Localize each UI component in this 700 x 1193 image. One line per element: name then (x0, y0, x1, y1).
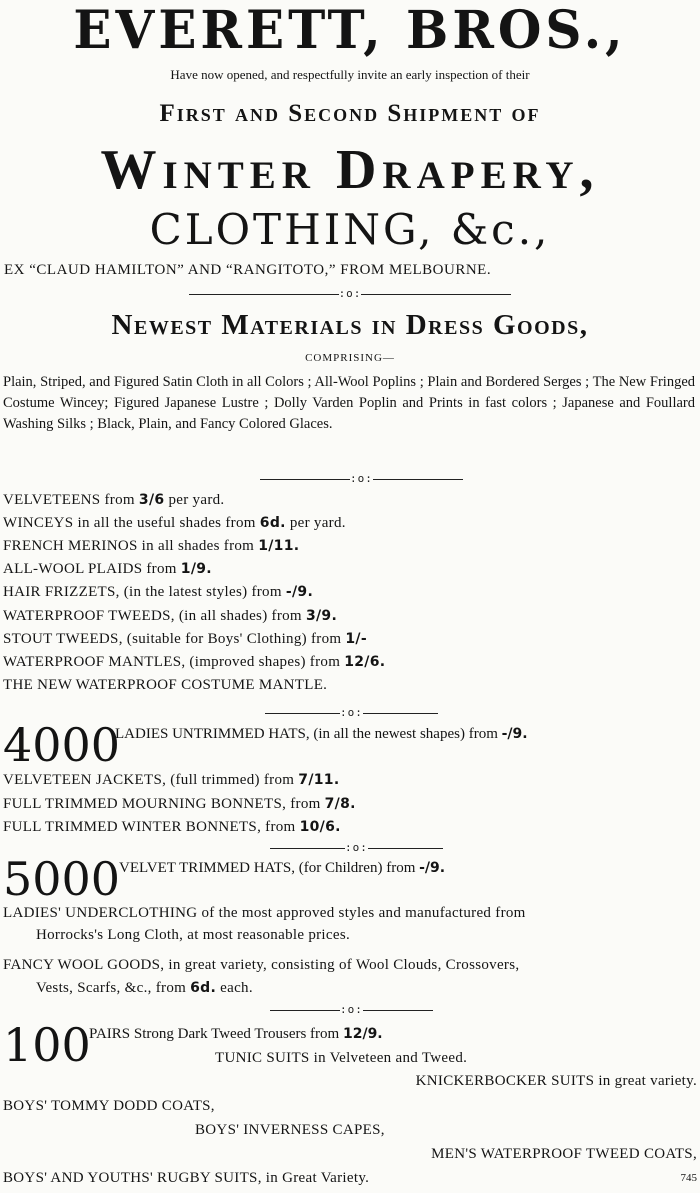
velvet-count: 5000 (3, 852, 121, 906)
tommy-dodd-coats: BOYS' TOMMY DODD COATS, (3, 1098, 215, 1114)
rugby-suits: BOYS' AND YOUTHS' RUGBY SUITS, in Great Variety. (3, 1170, 370, 1186)
ad-title: EVERETT, BROS., (73, 0, 627, 61)
price: 10/6. (299, 819, 341, 835)
trousers-text: PAIRS Strong Dark Tweed Trousers from 12/9. (89, 1026, 383, 1042)
inverness-capes: BOYS' INVERNESS CAPES, (195, 1122, 385, 1138)
price-list-2-item: VELVETEEN JACKETS, (full trimmed) from 7/11. (3, 772, 340, 788)
price-list-2-item: FULL TRIMMED WINTER BONNETS, from 10/6. (3, 819, 341, 835)
mens-waterproof-coats: MEN'S WATERPROOF TWEED COATS, (431, 1146, 697, 1162)
velvet-row (3, 852, 697, 906)
price-list-1-item: HAIR FRIZZETS, (in the latest styles) from -/9. (3, 584, 314, 601)
divider-5: :o: (270, 1003, 433, 1016)
fancy-line-2: Vests, Scarfs, &c., from 6d. each. (36, 980, 253, 996)
fancy-line-1: FANCY WOOL GOODS, in great variety, consisting of Wool Clouds, Crossovers, (3, 957, 520, 973)
dress-goods-heading: Newest Materials in Dress Goods, (111, 309, 589, 341)
price-list-1-item: THE NEW WATERPROOF COSTUME MANTLE. (3, 676, 328, 693)
trousers-count: 100 (3, 1018, 91, 1072)
knickerbocker-suits: KNICKERBOCKER SUITS in great variety. (415, 1073, 697, 1089)
divider-2: :o: (260, 472, 463, 485)
underclothing-line-2: Horrocks's Long Cloth, at most reasonable prices. (36, 927, 351, 943)
price: 7/11. (298, 772, 340, 788)
price-list-1-item: FRENCH MERINOS in all shades from 1/11. (3, 538, 300, 555)
divider-4: :o: (270, 841, 443, 854)
hats-count: 4000 (3, 718, 121, 772)
price: 1/- (345, 630, 367, 647)
price: 12/6. (344, 653, 386, 670)
page-number: 745 (680, 1172, 697, 1184)
hats-row (3, 718, 697, 772)
price: 6d. (259, 515, 286, 532)
tunic-suits: TUNIC SUITS in Velveteen and Tweed. (215, 1050, 468, 1066)
price-list-1-item: WATERPROOF TWEEDS, (in all shades) from 3/9. (3, 607, 338, 624)
price: -/9. (285, 584, 314, 601)
ships-line: EX “CLAUD HAMILTON” AND “RANGITOTO,” FROM MELBOURNE. (4, 262, 492, 278)
dress-goods-paragraph: Plain, Striped, and Figured Satin Cloth in all Colors ; All-Wool Poplins ; Plain and Bordered Serges ; The New Fringed Costume Wincey; Figured Japanese Lustre ; Dolly Varden Poplin and Prints in fast colors ; Japanese and Foullard Washing Silks ; Black, Plain, and Fancy Colored Glaces. (3, 374, 695, 432)
price-list-1-item: WATERPROOF MANTLES, (improved shapes) from 12/6. (3, 653, 386, 670)
price: 3/6 (138, 492, 165, 508)
price-list-1-item: VELVETEENS from 3/6 per yard. (3, 492, 225, 508)
clothing-line: CLOTHING, &c., (149, 205, 551, 254)
price: 7/8. (324, 795, 356, 812)
price: 1/11. (258, 538, 300, 555)
price-list-2-item: FULL TRIMMED MOURNING BONNETS, from 7/8. (3, 795, 356, 812)
comprising-label: COMPRISING— (305, 352, 395, 364)
intro-line: Have now opened, and respectfully invite an early inspection of their (170, 67, 530, 82)
price-list-1-item: WINCEYS in all the useful shades from 6d. per yard. (3, 515, 346, 532)
price-list-1-item: STOUT TWEEDS, (suitable for Boys' Clothing) from 1/- (3, 630, 367, 647)
divider-1: :o: (0, 287, 700, 300)
velvet-text: VELVET TRIMMED HATS, (for Children) from -/9. (119, 860, 446, 876)
price: 3/9. (305, 607, 338, 624)
underclothing-line-1: LADIES' UNDERCLOTHING of the most approved styles and manufactured from (3, 905, 526, 921)
hats-text: LADIES UNTRIMMED HATS, (in all the newest shapes) from -/9. (115, 726, 528, 742)
winter-drapery-line: Winter Drapery, (100, 139, 600, 201)
shipment-line: First and Second Shipment of (159, 100, 541, 127)
price-list-1-item: ALL-WOOL PLAIDS from 1/9. (3, 561, 212, 578)
price: 1/9. (180, 561, 212, 578)
divider-3: :o: (265, 706, 438, 719)
